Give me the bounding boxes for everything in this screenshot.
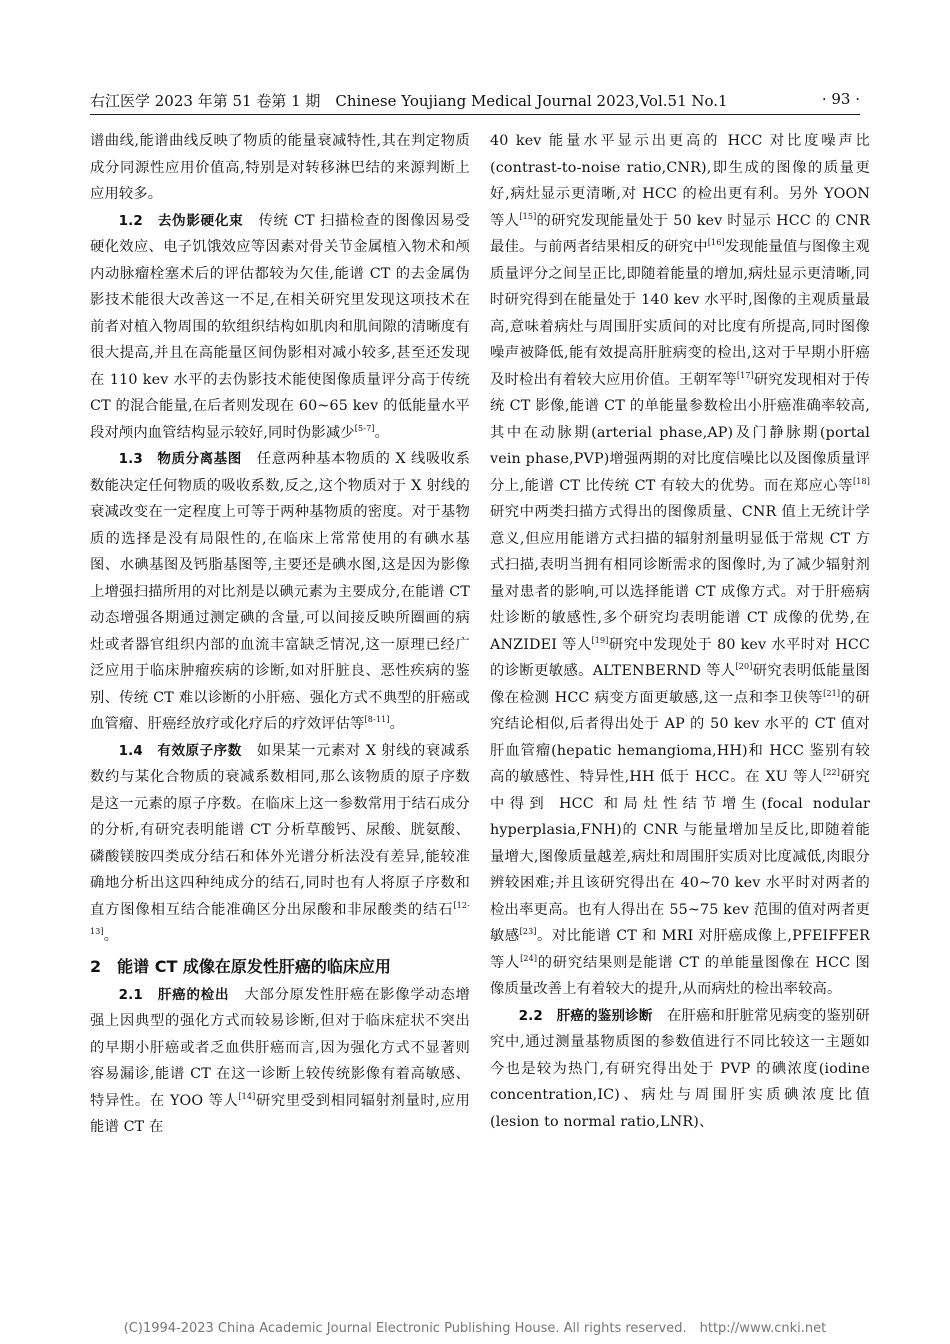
section-2-2 [490, 1003, 870, 1136]
section-2-2-heading: 2.2 肝癌的鉴别诊断 [518, 1007, 653, 1024]
section-1-2: 1.2 去伪影硬化束 传统 CT 扫描检查的图像因易受硬化效应、电子饥饿效应等因素对骨关节金属植入物术和颅内动脉瘤栓塞术后的评估都较为欠佳,能谱 CT 的去金属伪影技术能很大改善这一不足,在相关研究里发现这项技术在前者对植入物周围的软组织结构如肌肉和肌间隙的清晰度有很大提高,并且在高能量区间伪影相对减小较多,甚至还发现在 110 kev 水平的去伪影技术能使图像质量评分高于传统 CT 的混合能量,在后者则发现在 60~65 kev 的低能量水平段对颅内血管结构显示较好,同时伪影减少[5-7]。 [90, 212, 470, 441]
section-1-3-text: 任意两种基本物质的 X 线吸收系数能决定任何物质的吸收系数,反之,这个物质对于 X 射线的衰减改变在一定程度上可等于两种基物质的密度。对于基物质的选择是没有局限性的,在临床上常常使用的有碘水基图、水碘基图及钙脂基图等,主要还是碘水图,这是因为影像上增强扫描所用的对比剂是以碘元素为主要成分,在能谱 CT 动态增强各期通过测定碘的含量,可以间接反映所圈画的病灶或者器官组织内部的血流丰富缺乏情况,这一原理已经广泛应用于临床肿瘤疾病的诊断,如对肝脏良、恶性疾病的鉴别、传统 CT 难以诊断的小肝癌、强化方式不典型的肝癌或血管瘤、肝癌经放疗或化疗后的疗效评估等 [90, 451, 470, 732]
paragraph-spectral-curve: 谱曲线,能谱曲线反映了物质的能量衰减特性,其在判定物质成分同源性应用价值高,特别是对转移淋巴结的来源判断上应用较多。 [90, 133, 470, 202]
section-2-1-heading: 2.1 肝癌的检出 [118, 986, 230, 1003]
section-2-title: 2 能谱 CT 成像在原发性肝癌的临床应用 [90, 956, 391, 976]
running-header [90, 88, 860, 115]
section-2-1: 2.1 肝癌的检出 大部分原发性肝癌在影像学动态增强上因典型的强化方式而较易诊断,但对于临床症状不突出的早期小肝癌或者乏血供肝癌而言,因为强化方式不显著则容易漏诊,能谱 CT 在这一诊断上较传统影像有着高敏感、特异性。在 YOO 等人[14]研究里受到相同辐射剂量时,应用能谱 CT 在 [90, 986, 470, 1135]
citation: [17] [736, 370, 754, 380]
section-1-4: 1.4 有效原子序数 如果某一元素对 X 射线的衰减系数约与某化合物质的衰减系数相同,那么该物质的原子序数是这一元素的原子序数。在临床上这一参数常用于结石成分的分析,有研究表明能谱 CT 分析草酸钙、尿酸、胱氨酸、磷酸镁胺四类成分结石和体外光谱分析法没有差异,能较准确地分析出这四种纯成分的结石,同时也有人将原子序数和直方图像相互结合能准确区分出尿酸和非尿酸类的结石[12-13]。 [90, 742, 470, 944]
citation: [23] [519, 927, 537, 937]
citation: [12-13] [90, 900, 470, 937]
page-number: · 93 · [821, 90, 860, 108]
right-column [490, 128, 870, 1135]
citation: [15] [519, 211, 537, 221]
citation: [22] [823, 768, 841, 778]
section-1-3-heading: 1.3 物质分离基图 [118, 451, 242, 467]
citation: [18] [852, 476, 870, 486]
section-1-3: 1.3 物质分离基图 任意两种基本物质的 X 线吸收系数能决定任何物质的吸收系数,反之,这个物质对于 X 射线的衰减改变在一定程度上可等于两种基物质的密度。对于基物质的选择是没有局限性的,在临床上常常使用的有碘水基图、水碘基图及钙脂基图等,主要还是碘水图,这是因为影像上增强扫描所用的对比剂是以碘元素为主要成分,在能谱 CT 动态增强各期通过测定碘的含量,可以间接反映所圈画的病灶或者器官组织内部的血流丰富缺乏情况,这一原理已经广泛应用于临床肿瘤疾病的诊断,如对肝脏良、恶性疾病的鉴别、传统 CT 难以诊断的小肝癌、强化方式不典型的肝癌或血管瘤、肝癌经放疗或化疗后的疗效评估等[8-11]。 [90, 451, 470, 732]
citation: [8-11] [364, 715, 390, 725]
journal-citation: 右江医学 2023 年第 51 卷第 1 期 Chinese Youjiang Medical Journal 2023,Vol.51 No.1 [90, 92, 728, 110]
section-1-2-heading: 1.2 去伪影硬化束 [118, 212, 244, 229]
paragraph-hcc-detection: 40 kev 能量水平显示出更高的 HCC 对比度噪声比(contrast-to-noise ratio,CNR),即生成的图像的质量更好,病灶显示更清晰,对 HCC 的检出更有利。另外 YOON 等人[15]的研究发现能量处于 50 kev 时显示 HCC 的 CNR 最佳。与前两者结果相反的研究中[16]发现能量值与图像主观质量评分之间呈正比,即随着能量的增加,病灶显示更清晰,同时研究得到在能量处于 140 kev 水平时,图像的主观质量最高,意味着病灶与周围肝实质间的对比度有所提高,同时图像噪声被降低,能有效提高肝脏病变的检出,这对于早期小肝癌及时检出有着较大应用价值。王朝军等[17]研究发现相对于传统 CT 影像,能谱 CT 的单能量参数检出小肝癌准确率较高,其中在动脉期(arterial phase,AP)及门静脉期(portal vein phase,PVP)增强两期的对比度信噪比以及图像质量评分上,能谱 CT 比传统 CT 有较大的优势。而在郑应心等[18]研究中两类扫描方式得出的图像质量、CNR 值上无统计学意义,但应用能谱方式扫描的辐射剂量明显低于常规 CT 方式扫描,表明当拥有相同诊断需求的图像时,为了减少辐射剂量对患者的影响,可以选择能谱 CT 成像方式。对于肝癌病灶诊断的敏感性,多个研究均表明能谱 CT 成像的优势,在 ANZIDEI 等人[19]研究中发现处于 80 kev 水平时对 HCC 的诊断更敏感。ALTENBERND 等人[20]研究表明低能量图像在检测 HCC 病变方面更敏感,这一点和李卫侠等[21]的研究结论相似,后者得出处于 AP 的 50 kev 水平的 CT 值对肝血管瘤(hepatic hemangioma,HH)和 HCC 鉴别有较高的敏感性、特异性,HH 低于 HCC。在 XU 等人[22]研究中得到 HCC 和局灶性结节增生(focal nodular hyperplasia,FNH)的 CNR 与能量增加呈反比,即随着能量增大,图像质量越差,病灶和周围肝实质对比度减低,肉眼分辨较困难;并且该研究得出在 40~70 kev 水平时对两者的检出率更高。也有人得出在 55~75 kev 范围的值对两者更敏感[23]。对比能谱 CT 和 MRI 对肝癌成像上,PFEIFFER 等人[24]的研究结果则是能谱 CT 的单能量图像在 HCC 图像质量改善上有着较大的提升,从而病灶的检出率较高。 [490, 133, 870, 997]
left-column [90, 128, 470, 1141]
citation: [5-7] [354, 423, 375, 433]
citation: [19] [591, 635, 609, 645]
citation: [16] [707, 238, 725, 248]
section-1-4-heading: 1.4 有效原子序数 [118, 742, 242, 759]
citation: [21] [823, 688, 841, 698]
section-1-2-text: 传统 CT 扫描检查的图像因易受硬化效应、电子饥饿效应等因素对骨关节金属植入物术和颅内动脉瘤栓塞术后的评估都较为欠佳,能谱 CT 的去金属伪影技术能很大改善这一不足,在相关研究里发现这项技术在前者对植入物周围的软组织结构如肌肉和肌间隙的清晰度有很大提高,并且在高能量区间伪影相对减小较多,甚至还发现在 110 kev 水平的去伪影技术能使图像质量评分高于传统 CT 的混合能量,在后者则发现在 60~65 kev 的低能量水平段对颅内血管结构显示较好,同时伪影减少 [90, 212, 470, 441]
copyright-footer: (C)1994-2023 China Academic Journal Electronic Publishing House. All rights reserved. http://www.cnki.net [123, 1321, 827, 1336]
citation: [20] [735, 662, 753, 672]
section-1-4-text: 如果某一元素对 X 射线的衰减系数约与某化合物质的衰减系数相同,那么该物质的原子序数是这一元素的原子序数。在临床上这一参数常用于结石成分的分析,有研究表明能谱 CT 分析草酸钙、尿酸、胱氨酸、磷酸镁胺四类成分结石和体外光谱分析法没有差异,能较准确地分析出这四种纯成分的结石,同时也有人将原子序数和直方图像相互结合能准确区分出尿酸和非尿酸类的结石 [90, 742, 470, 918]
section-2-1-text: 大部分原发性肝癌在影像学动态增强上因典型的强化方式而较易诊断,但对于临床症状不突出的早期小肝癌或者乏血供肝癌而言,因为强化方式不显著则容易漏诊,能谱 CT 在这一诊断上较传统影像有着高敏感、特异性。在 YOO 等人 [90, 986, 470, 1109]
citation: [14] [238, 1091, 256, 1101]
citation: [24] [520, 953, 538, 963]
section-2-2-text: 在肝癌和肝脏常见病变的鉴别研究中,通过测量基物质图的参数值进行不同比较这一主题如今也是较为热门,有研究得出处于 PVP 的碘浓度(iodine concentration,IC)、病灶与周围肝实质碘浓度比值(lesion to normal ratio,LNR)、 [490, 1007, 870, 1130]
